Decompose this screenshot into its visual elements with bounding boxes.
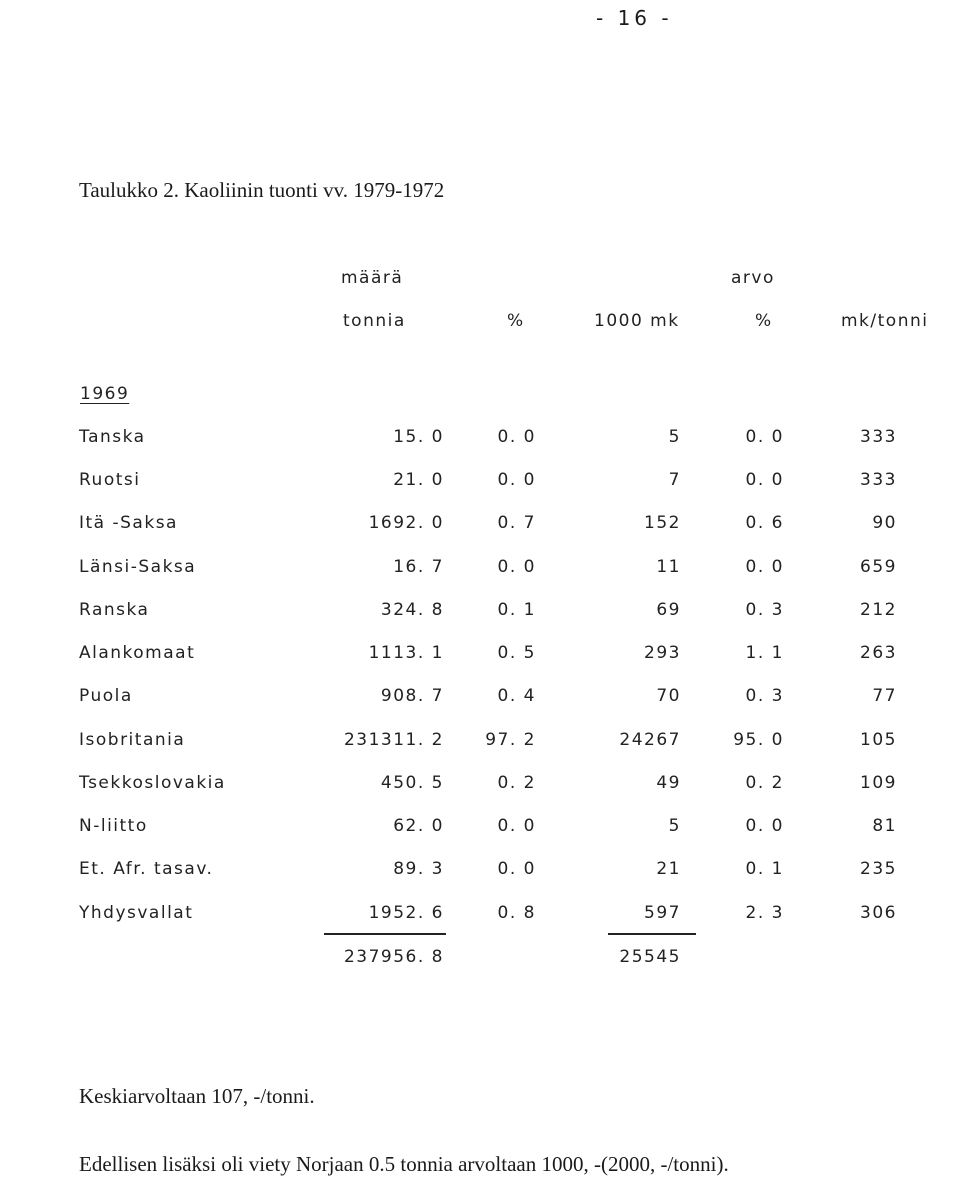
per-tonne-cell: 659 [860, 557, 897, 577]
value-cell: 69 [656, 600, 681, 620]
percent-value-cell: 0. 0 [745, 557, 784, 577]
table-row [0, 643, 960, 673]
sum-underline-tonnes [324, 933, 446, 935]
tonnes-cell: 1692. 0 [368, 513, 444, 533]
percent-value-cell: 0. 0 [745, 470, 784, 490]
country-cell: Alankomaat [79, 643, 196, 663]
header-tonnes: tonnia [343, 311, 406, 331]
header-value: arvo [731, 268, 775, 288]
header-thousand-mk: 1000 mk [594, 311, 680, 331]
percent-quantity-cell: 0. 5 [497, 643, 536, 663]
per-tonne-cell: 77 [872, 686, 897, 706]
country-cell: Tanska [79, 427, 146, 447]
table-row [0, 427, 960, 457]
tonnes-cell: 1952. 6 [368, 903, 444, 923]
country-cell: Et. Afr. tasav. [79, 859, 214, 879]
country-cell: Ranska [79, 600, 150, 620]
per-tonne-cell: 212 [860, 600, 897, 620]
header-mk-per-tonne: mk/tonni [841, 311, 929, 331]
value-cell: 11 [656, 557, 681, 577]
country-cell: Länsi-Saksa [79, 557, 197, 577]
tonnes-cell: 908. 7 [380, 686, 444, 706]
country-cell: Puola [79, 686, 133, 706]
percent-value-cell: 0. 3 [745, 600, 784, 620]
percent-quantity-cell: 97. 2 [485, 730, 536, 750]
table-row [0, 600, 960, 630]
table-row [0, 816, 960, 846]
percent-value-cell: 0. 2 [745, 773, 784, 793]
percent-quantity-cell: 0. 1 [497, 600, 536, 620]
per-tonne-cell: 333 [860, 470, 897, 490]
country-cell: Ruotsi [79, 470, 141, 490]
per-tonne-cell: 109 [860, 773, 897, 793]
value-cell: 5 [668, 816, 681, 836]
percent-value-cell: 1. 1 [745, 643, 784, 663]
header-percent-quantity: % [507, 311, 525, 331]
tonnes-cell: 324. 8 [380, 600, 444, 620]
country-cell: Isobritania [79, 730, 186, 750]
header-percent-value: % [755, 311, 773, 331]
percent-quantity-cell: 0. 0 [497, 557, 536, 577]
total-tonnes: 237956. 8 [343, 947, 444, 967]
per-tonne-cell: 235 [860, 859, 897, 879]
year-label: 1969 [80, 384, 130, 404]
tonnes-cell: 450. 5 [380, 773, 444, 793]
percent-quantity-cell: 0. 2 [497, 773, 536, 793]
tonnes-cell: 89. 3 [393, 859, 444, 879]
per-tonne-cell: 263 [860, 643, 897, 663]
percent-value-cell: 0. 0 [745, 816, 784, 836]
value-cell: 293 [644, 643, 681, 663]
percent-value-cell: 0. 6 [745, 513, 784, 533]
tonnes-cell: 62. 0 [393, 816, 444, 836]
value-cell: 24267 [619, 730, 681, 750]
per-tonne-cell: 306 [860, 903, 897, 923]
value-cell: 5 [668, 427, 681, 447]
table-row [0, 859, 960, 889]
country-cell: Yhdysvallat [79, 903, 194, 923]
tonnes-cell: 231311. 2 [343, 730, 444, 750]
table-row [0, 470, 960, 500]
tonnes-cell: 21. 0 [393, 470, 444, 490]
header-quantity: määrä [341, 268, 404, 288]
table-row [0, 513, 960, 543]
additional-note: Edellisen lisäksi oli viety Norjaan 0.5 tonnia arvoltaan 1000, -(2000, -/tonni). [79, 1152, 729, 1176]
tonnes-cell: 16. 7 [393, 557, 444, 577]
per-tonne-cell: 105 [860, 730, 897, 750]
value-cell: 7 [668, 470, 681, 490]
percent-value-cell: 0. 3 [745, 686, 784, 706]
value-cell: 21 [656, 859, 681, 879]
page-number: - 16 - [596, 6, 673, 30]
totals-row [0, 947, 960, 977]
value-cell: 49 [656, 773, 681, 793]
per-tonne-cell: 333 [860, 427, 897, 447]
percent-quantity-cell: 0. 8 [497, 903, 536, 923]
percent-value-cell: 0. 1 [745, 859, 784, 879]
percent-value-cell: 2. 3 [745, 903, 784, 923]
percent-quantity-cell: 0. 0 [497, 859, 536, 879]
percent-quantity-cell: 0. 4 [497, 686, 536, 706]
sum-underline-value [608, 933, 696, 935]
percent-value-cell: 95. 0 [733, 730, 784, 750]
per-tonne-cell: 81 [872, 816, 897, 836]
table-row [0, 730, 960, 760]
average-note: Keskiarvoltaan 107, -/tonni. [79, 1084, 315, 1108]
per-tonne-cell: 90 [872, 513, 897, 533]
total-value: 25545 [619, 947, 681, 967]
value-cell: 597 [644, 903, 681, 923]
value-cell: 152 [644, 513, 681, 533]
percent-quantity-cell: 0. 0 [497, 470, 536, 490]
percent-value-cell: 0. 0 [745, 427, 784, 447]
tonnes-cell: 15. 0 [393, 427, 444, 447]
table-row [0, 686, 960, 716]
table-title: Taulukko 2. Kaoliinin tuonti vv. 1979-1972 [79, 178, 445, 202]
table-row [0, 903, 960, 933]
percent-quantity-cell: 0. 7 [497, 513, 536, 533]
table-row [0, 773, 960, 803]
country-cell: Itä -Saksa [79, 513, 178, 533]
value-cell: 70 [656, 686, 681, 706]
table-row [0, 557, 960, 587]
country-cell: N-liitto [79, 816, 148, 836]
percent-quantity-cell: 0. 0 [497, 816, 536, 836]
percent-quantity-cell: 0. 0 [497, 427, 536, 447]
tonnes-cell: 1113. 1 [368, 643, 444, 663]
country-cell: Tsekkoslovakia [79, 773, 226, 793]
